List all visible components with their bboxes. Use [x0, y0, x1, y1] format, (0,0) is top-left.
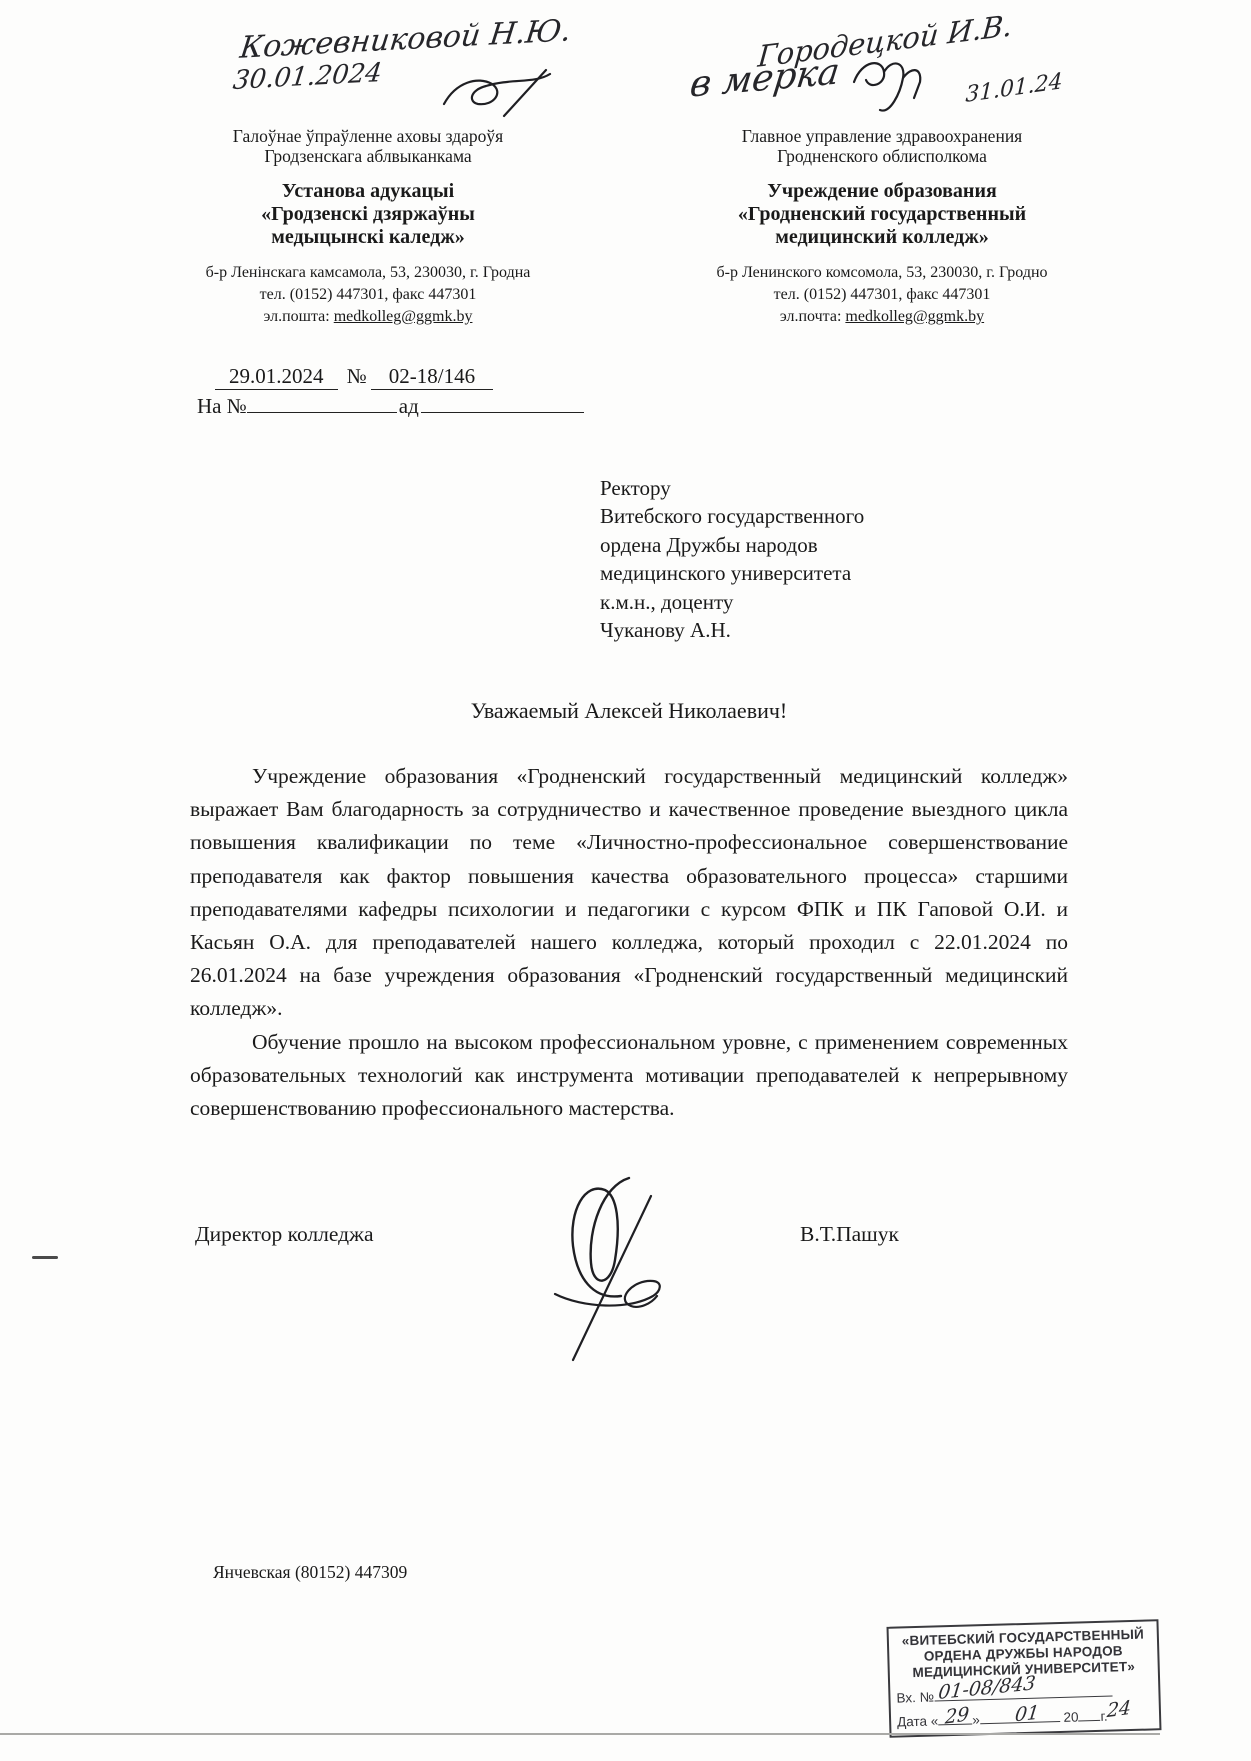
salutation: Уважаемый Алексей Николаевич! [470, 698, 788, 723]
stamp-date-day-handwritten: 29 [944, 1703, 970, 1729]
stamp-year-suffix: г. [1100, 1708, 1108, 1724]
letterhead-right-name-line3: медицинский колледж» [775, 226, 989, 248]
letterhead-right [702, 126, 1062, 328]
stamp-year-prefix: 20 [1063, 1709, 1079, 1725]
handwritten-resolution-right-name: Городецкой И.В. [756, 8, 1014, 74]
handwritten-resolution-right-date: 31.01.24 [965, 68, 1063, 109]
letterhead-left-address: б-р Ленінскага камсамола, 53, 230030, г. Гродна [205, 264, 531, 281]
signer-position: Директор колледжа [195, 1222, 374, 1246]
addressee-line: Чуканову А.Н. [600, 618, 731, 643]
executor-contact: Янчевская (80152) 447309 [213, 1562, 408, 1582]
letter-date: 29.01.2024 [215, 364, 338, 390]
stamp-org-line1: «ВИТЕБСКИЙ ГОСУДАРСТВЕННЫЙ [901, 1626, 1145, 1649]
body-paragraph-2: Обучение прошло на высоком профессиональном уровне, с применением современных образовательных технологий как инструмента мотивации преподавателей к непрерывному совершенствованию профессионального мастерства. [190, 1029, 1068, 1121]
handwritten-resolution-left-name: Кожевниковой Н.Ю. [238, 13, 574, 66]
letterhead-left-name-line1: Установа адукацыі [281, 180, 455, 202]
number-sign: № [346, 364, 367, 388]
letterhead-right-address: б-р Ленинского комсомола, 53, 230030, г. Гродно [716, 264, 1048, 281]
handwritten-signature-left [438, 68, 556, 120]
letter-number: 02-18/146 [371, 364, 493, 390]
letterhead-left-email: medkolleg@ggmk.by [333, 308, 473, 325]
letterhead-right-email-line [702, 306, 1062, 328]
letterhead-left-name-line2: «Гродзенскі дзяржаўны [261, 203, 475, 225]
stamp-date-year-handwritten: 24 [1106, 1696, 1132, 1723]
letterhead-right-name-line1: Учреждение образования [767, 180, 997, 202]
stamp-quote-close: » [972, 1712, 981, 1728]
letterhead-left-org-line1: Галоўнае ўпраўленне аховы здароўя [232, 126, 504, 146]
ref-reply-row [197, 394, 584, 419]
director-signature [533, 1168, 683, 1368]
reply-number-blank [247, 394, 397, 413]
reply-of-label: ад [398, 394, 419, 418]
letterhead-left-phone: тел. (0152) 447301, факс 447301 [259, 286, 477, 303]
signer-name: В.Т.Пашук [800, 1222, 899, 1246]
handwritten-signature-right [846, 52, 938, 118]
handwritten-resolution-right-note: в мерка [687, 51, 842, 106]
letterhead-left-org-line2: Гродзенскага аблвыканкама [264, 146, 472, 166]
addressee-line: ордена Дружбы народов [600, 532, 818, 557]
scan-edge-line [0, 1733, 1160, 1735]
addressee-line: к.м.н., доценту [600, 589, 734, 614]
body-paragraph-1: Учреждение образования «Гродненский государственный медицинский колледж» выражает Вам благодарность за сотрудничество и качественное проведение выездного цикла повышения квалификации по теме «Личностно-профессиональное совершенствование преподавателя как фактор повышения качества образовательного процесса» старшими преподавателями кафедры психологии и педагогики с курсом ФПК и ПК Гаповой О.И. и Касьян О.А. для преподавателей нашего колледжа, который проходил с 22.01.2024 по 26.01.2024 на базе учреждения образования «Гродненский государственный медицинский колледж». [190, 764, 1068, 1021]
addressee-line: Витебского государственного [600, 504, 865, 529]
letterhead-left-name-line3: медыцынскі каледж» [271, 226, 465, 248]
reply-date-blank [421, 394, 584, 413]
letterhead-left-email-line [188, 306, 548, 328]
stamp-org-line3: МЕДИЦИНСКИЙ УНИВЕРСИТЕТ» [912, 1658, 1136, 1681]
stamp-date-month-handwritten: 01 [1013, 1701, 1041, 1727]
letterhead-right-phone: тел. (0152) 447301, факс 447301 [773, 286, 991, 303]
letterhead-left [188, 126, 548, 328]
addressee-line: медицинского университета [600, 561, 852, 586]
handwritten-resolution-left-date: 30.01.2024 [231, 57, 384, 97]
stamp-date-year-line [1078, 1706, 1100, 1722]
letter-body [190, 760, 1068, 1125]
ref-number-row [215, 364, 493, 389]
reply-label: На № [197, 394, 247, 418]
letterhead-right-name-line2: «Гродненский государственный [737, 203, 1027, 225]
incoming-stamp [887, 1619, 1162, 1738]
stamp-in-label: Вх. № [896, 1689, 935, 1706]
letterhead-left-email-label: эл.пошта: [263, 308, 330, 325]
letterhead-right-email: medkolleg@ggmk.by [845, 308, 985, 325]
stamp-org-line2: ОРДЕНА ДРУЖБЫ НАРОДОВ [923, 1643, 1123, 1664]
stamp-date-label: Дата « [896, 1713, 939, 1730]
letterhead-right-org-line1: Главное управление здравоохранения [741, 126, 1023, 146]
letterhead-right-email-label: эл.почта: [779, 308, 842, 325]
letterhead-right-org-line2: Гродненского облисполкома [777, 146, 987, 166]
scan-artifact-dash [32, 1256, 58, 1259]
stamp-in-number-handwritten: 01-08/843 [937, 1672, 1037, 1704]
addressee-block [600, 474, 864, 644]
addressee-line: Ректору [600, 476, 671, 500]
